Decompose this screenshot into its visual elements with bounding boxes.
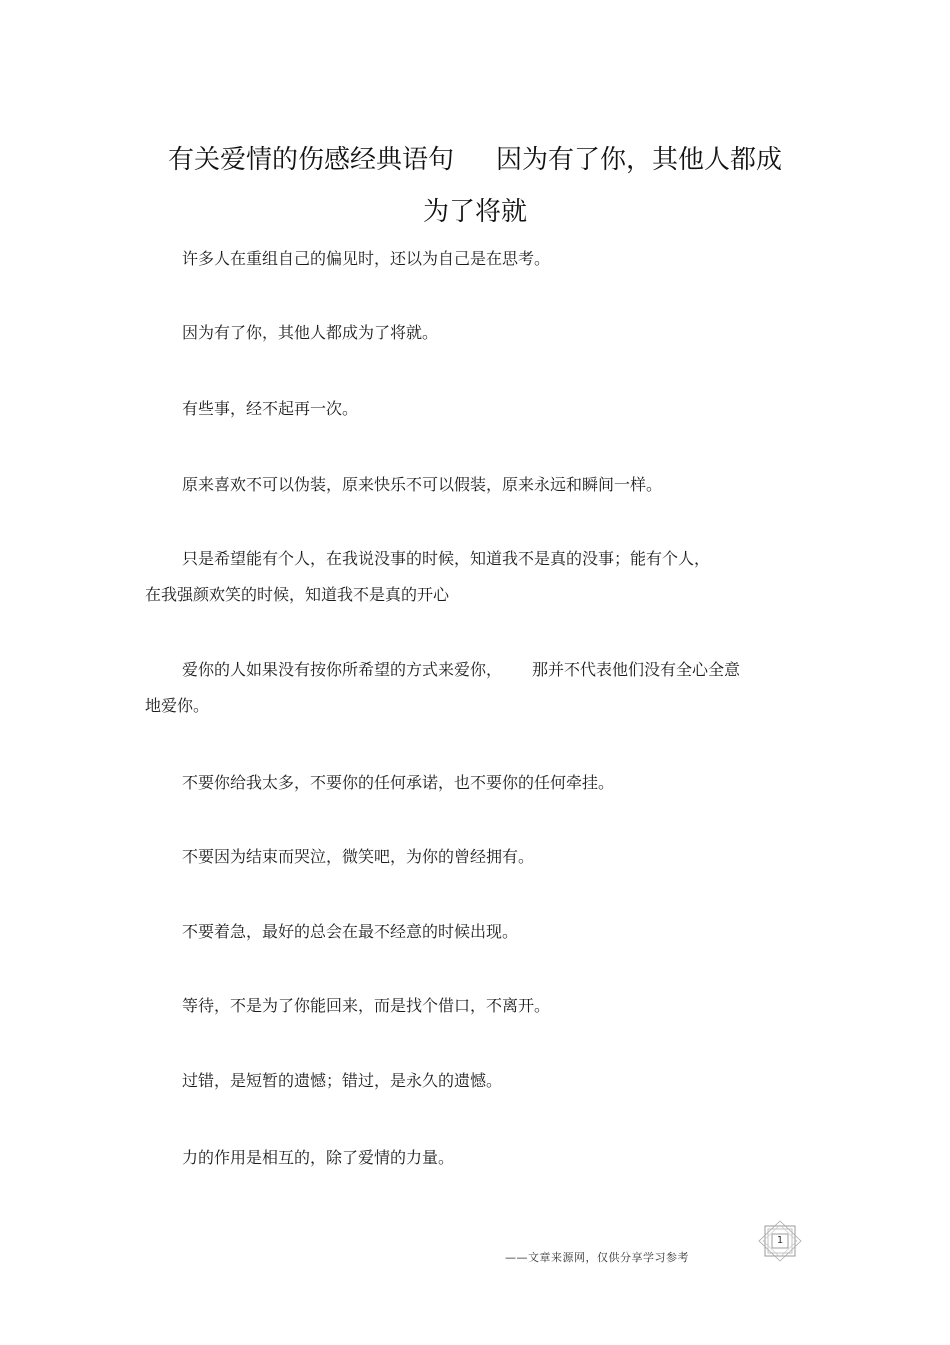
title-line-2: 为了将就: [422, 197, 527, 227]
title-sub-start: 因为有了你，其他人都成: [496, 145, 783, 175]
page-number-badge: [757, 1220, 803, 1262]
paragraph-6-line-2: 地爱你。: [145, 696, 210, 715]
title-main: 有关爱情的伤感经典语句: [167, 145, 454, 175]
paragraph-6-line-1: 爱你的人如果没有按你所希望的方式来爱你， 那并不代表他们没有全心全意: [182, 660, 741, 679]
paragraph-1: 许多人在重组自己的偏见时，还以为自己是在思考。: [182, 249, 551, 268]
paragraph-3: 有些事，经不起再一次。: [182, 399, 359, 418]
paragraph-4: 原来喜欢不可以伪装，原来快乐不可以假装，原来永远和瞬间一样。: [182, 475, 663, 494]
paragraph-5-line-2: 在我强颜欢笑的时候，知道我不是真的开心: [145, 585, 450, 604]
paragraph-8: 不要因为结束而哭泣，微笑吧，为你的曾经拥有。: [182, 847, 535, 866]
paragraph-5-line-1: 只是希望能有个人，在我说没事的时候，知道我不是真的没事；能有个人，: [182, 549, 711, 568]
paragraph-12: 力的作用是相互的，除了爱情的力量。: [182, 1148, 455, 1167]
paragraph-11: 过错，是短暂的遗憾；错过，是永久的遗憾。: [182, 1071, 503, 1090]
paragraph-9: 不要着急，最好的总会在最不经意的时候出现。: [182, 922, 519, 941]
paragraph-2: 因为有了你，其他人都成为了将就。: [182, 323, 439, 342]
page-number: 1: [776, 1235, 784, 1246]
paragraph-10: 等待，不是为了你能回来，而是找个借口，不离开。: [182, 996, 551, 1015]
footer-source-note: ——文章来源网，仅供分享学习参考: [505, 1251, 689, 1264]
paragraph-7: 不要你给我太多，不要你的任何承诺，也不要你的任何牵挂。: [182, 773, 615, 792]
title-line-1: [140, 134, 810, 186]
